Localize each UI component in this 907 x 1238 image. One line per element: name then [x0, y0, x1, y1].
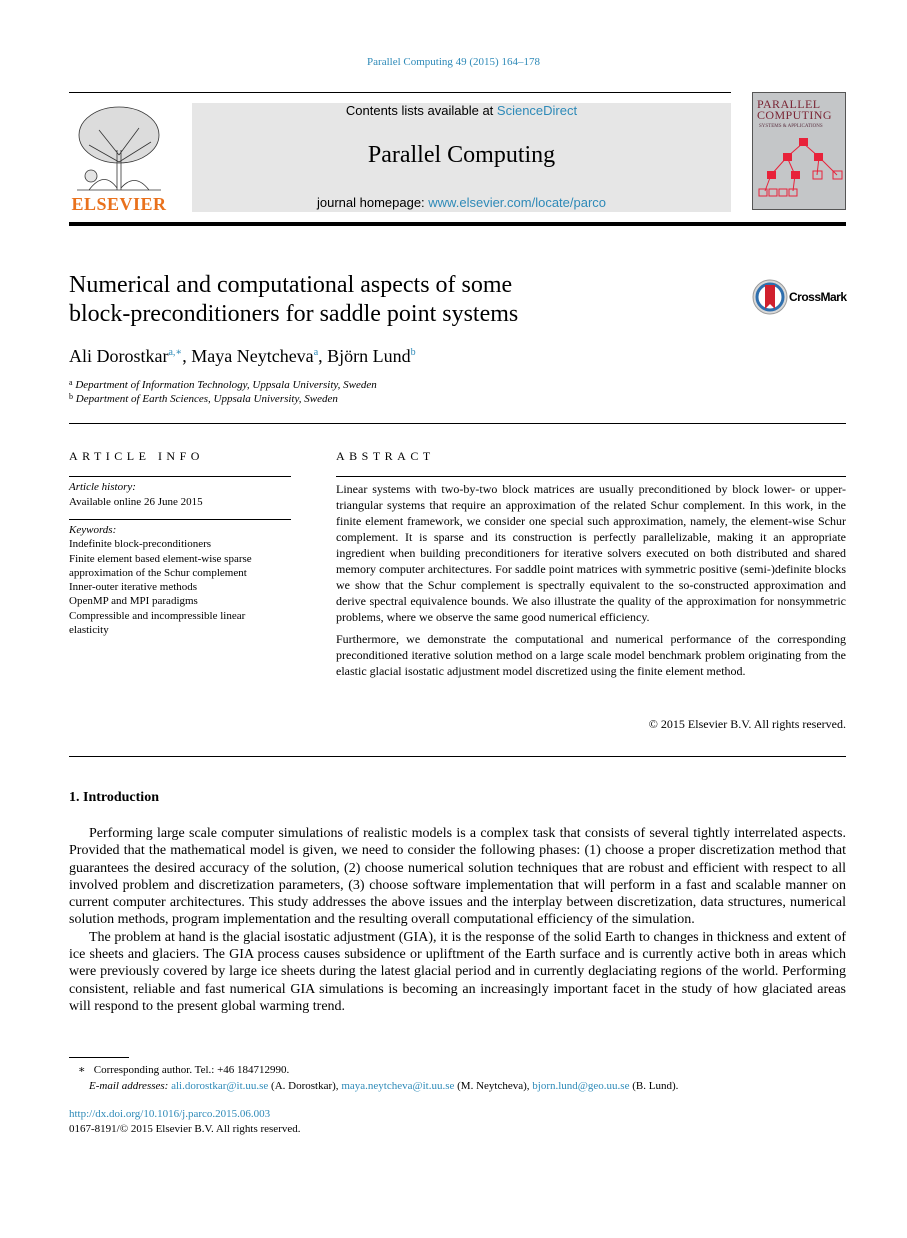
article-info-rule — [69, 476, 291, 477]
abstract-bottom-rule — [69, 756, 846, 757]
keyword-item: elasticity — [69, 624, 109, 637]
author-name[interactable]: Ali Dorostkar — [69, 346, 169, 366]
email-link[interactable]: maya.neytcheva@it.uu.se — [341, 1080, 455, 1092]
header-top-rule — [69, 92, 731, 93]
keywords-list — [69, 523, 291, 637]
affiliation-text: Department of Information Technology, Uppsala University, Sweden — [75, 379, 377, 391]
sciencedirect-link[interactable]: ScienceDirect — [496, 103, 578, 118]
author-marks[interactable]: b — [410, 347, 416, 358]
history-value: Available online 26 June 2015 — [69, 496, 203, 508]
introduction-body — [69, 825, 846, 1015]
affiliation — [69, 392, 338, 405]
cover-title: PARALLEL COMPUTING — [757, 97, 832, 122]
footnote-mark: ∗ — [78, 1064, 86, 1076]
keyword-item: Inner-outer iterative methods — [69, 581, 198, 594]
contents-prefix: Contents lists available at — [345, 103, 497, 118]
keywords-rule — [69, 519, 291, 520]
keywords-label: Keywords: — [69, 524, 117, 536]
email-owner: (B. Lund). — [632, 1080, 679, 1092]
email-owner: (A. Dorostkar), — [271, 1080, 339, 1092]
introduction-paragraph: Performing large scale computer simulations of realistic models is a complex task that consists of several tightly interrelated aspects. Provided that the mathematical model is given, we need to consider the following phases: (1) choose a proper discretization method that guarantees the desired accuracy of the solution, (2) choose numerical solution techniques that are robust and efficient with respect to all involved problem and discretization parameters, (3) choose software implementation that will perform in a fast and scalable manner on current computer architectures. This study addresses the above issues and the interplay between discretization, data structures, numerical solution methods, program implementation and the resulting overall computational efficiency of the simulation. — [69, 826, 846, 928]
keyword-item: approximation of the Schur complement — [69, 566, 247, 579]
abstract-rule — [336, 476, 846, 477]
author-list: Ali Dorostkar$^{a,∗}$, Maya Neytcheva$^a$, Björn Lund$^b$ — [69, 346, 416, 366]
cover-tree-diagram-icon — [757, 133, 843, 207]
journal-name: Parallel Computing — [367, 142, 556, 168]
footnote-rule — [69, 1057, 129, 1058]
author-name[interactable]: Björn Lund — [327, 346, 411, 366]
affiliation-mark: b — [69, 392, 73, 401]
affiliation-mark: a — [69, 378, 73, 387]
email-footnote — [89, 1080, 678, 1092]
cover-subtitle: SYSTEMS & APPLICATIONS — [759, 124, 823, 129]
abstract-heading: ABSTRACT — [336, 449, 435, 463]
journal-cover-image[interactable] — [752, 92, 846, 210]
issn-line: 0167-8191/© 2015 Elsevier B.V. All rights reserved. — [69, 1123, 301, 1135]
article-info-heading: ARTICLE INFO — [69, 449, 204, 463]
affiliation — [69, 378, 377, 391]
homepage-prefix: journal homepage: — [316, 195, 429, 210]
keyword-item: OpenMP and MPI paradigms — [69, 595, 198, 608]
email-link[interactable]: ali.dorostkar@it.uu.se — [171, 1080, 269, 1092]
email-label: E-mail addresses: — [89, 1080, 169, 1092]
title-line-2: block-preconditioners for saddle point systems — [69, 301, 519, 327]
introduction-heading: 1. Introduction — [69, 790, 159, 805]
header-bottom-rule — [69, 222, 846, 226]
crossmark-label[interactable]: CrossMark — [789, 290, 847, 304]
abstract-copyright: © 2015 Elsevier B.V. All rights reserved. — [648, 717, 846, 731]
keyword-item: Compressible and incompressible linear — [69, 609, 246, 622]
email-owner: (M. Neytcheva), — [457, 1080, 530, 1092]
history-label: Article history: — [69, 481, 136, 493]
corresponding-author-footnote — [78, 1063, 289, 1076]
introduction-paragraph: The problem at hand is the glacial isostatic adjustment (GIA), it is the response of the solid Earth to changes in thickness and extent of ice sheets and glaciers. The GIA process causes subsidence or upliftment of the Earth surface and is currently active both in areas which were previously covered by large ice sheets during the latest glacial period and in currently deglaciating regions of the world. Performing consistent, reliable and fast numerical GIA simulations is becoming an increasingly important facet in the study of how glaciated areas will respond to the present global warming trend. — [69, 929, 846, 1014]
keyword-item: Indefinite block-preconditioners — [69, 538, 212, 551]
homepage-link[interactable]: www.elsevier.com/locate/parco — [428, 195, 607, 210]
abstract-paragraph: Linear systems with two-by-two block matrices are usually preconditioned by block lower- or upper-triangular systems that require an approximation of the related Schur complement. In this work, in the finite element framework, we consider one special such approximation, namely, the element-wise Schur complement. It is sparse and its construction is perfectly parallelizable, making it an appropriate ingredient when building preconditioners for iterative solvers executed on both distributed and shared memory computer architectures. For saddle point matrices with symmetric positive (semi-)definite blocks we show that the Schur complement is spectrally equivalent to the so-constructed approximation and derive spectral equivalence bounds. We also illustrate the quality of the approximation for nonsymmetric problems, where we observe the same good numerical efficiency. — [336, 482, 846, 624]
article-title — [69, 271, 709, 329]
section-rule — [69, 423, 846, 424]
elsevier-wordmark: ELSEVIER — [71, 194, 167, 214]
contents-line — [192, 103, 731, 118]
title-line-1: Numerical and computational aspects of some — [69, 272, 513, 298]
abstract-body — [336, 481, 846, 685]
email-link[interactable]: bjorn.lund@geo.uu.se — [532, 1080, 630, 1092]
author-name[interactable]: Maya Neytcheva — [191, 346, 314, 366]
article-history — [69, 480, 291, 510]
author-marks[interactable]: a — [313, 347, 319, 358]
affiliation-text: Department of Earth Sciences, Uppsala University, Sweden — [75, 393, 338, 405]
author-marks[interactable]: a,∗ — [168, 347, 183, 358]
crossmark-icon[interactable] — [752, 279, 788, 315]
corresponding-text: Corresponding author. Tel.: +46 184712990. — [93, 1064, 290, 1076]
abstract-paragraph: Furthermore, we demonstrate the computational and numerical performance of the corresponding preconditioned iterative solution method on a large scale model benchmark problem originating from the elastic glacial isostatic adjustment model discretized using the finite element method. — [336, 632, 846, 678]
doi-link[interactable]: http://dx.doi.org/10.1016/j.parco.2015.06.003 — [69, 1108, 271, 1120]
keyword-item: Finite element based element-wise sparse — [69, 552, 252, 565]
homepage-line — [192, 195, 731, 210]
journal-citation-link[interactable]: Parallel Computing 49 (2015) 164–178 — [367, 56, 540, 68]
